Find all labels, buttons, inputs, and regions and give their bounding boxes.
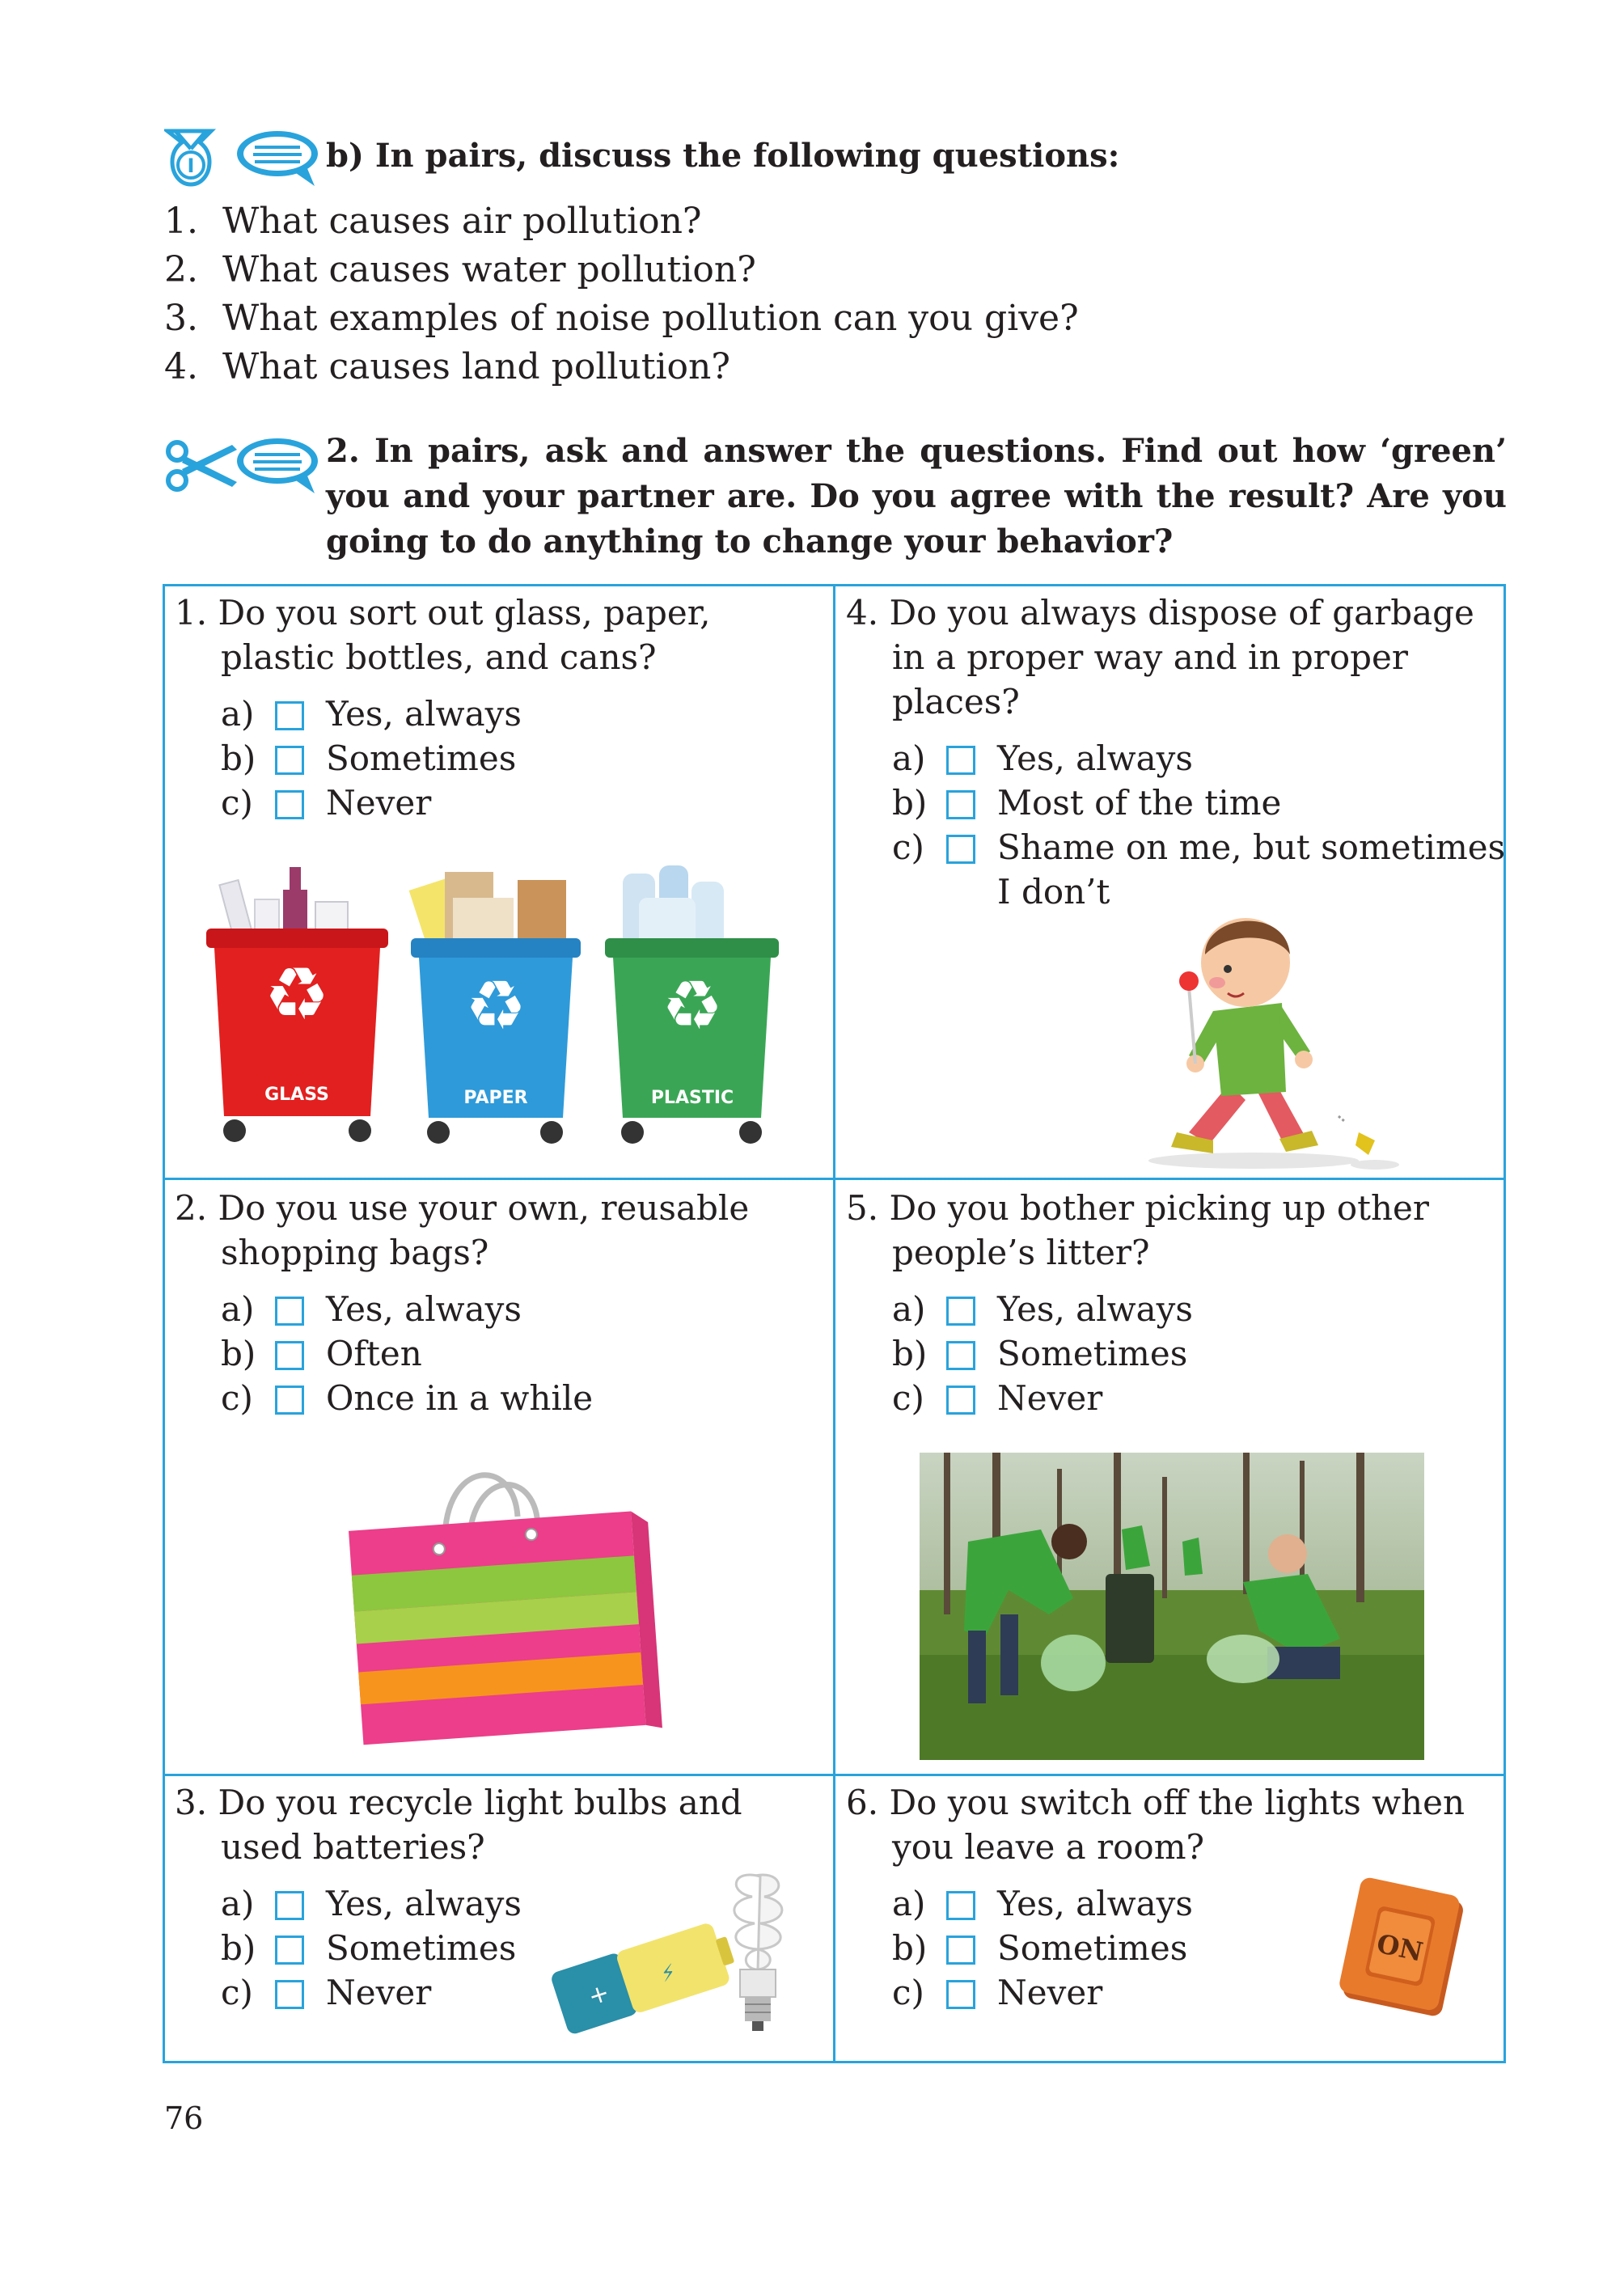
question-text: in a proper way and in proper (892, 637, 1408, 677)
checkbox[interactable] (275, 1341, 304, 1370)
svg-text:♻: ♻ (465, 966, 527, 1045)
glass-bin (206, 929, 388, 1142)
svg-text:+: + (585, 1978, 613, 2012)
option-c[interactable]: c) Never (221, 1973, 432, 2012)
bin-label-paper: PAPER (463, 1088, 528, 1108)
option-b[interactable]: b) Most of the time (892, 783, 1282, 823)
option-c-continued: I don’t (997, 872, 1110, 912)
question-text: Do you bother picking up other (889, 1188, 1429, 1228)
checkbox[interactable] (946, 746, 975, 775)
option-a[interactable]: a) Yes, always (221, 1289, 522, 1329)
question-number: 2. (175, 1188, 208, 1228)
list-item: 4. What causes land pollution? (164, 346, 730, 387)
light-switch-illustration (1339, 1875, 1468, 2020)
checkbox[interactable] (946, 1341, 975, 1370)
quiz-question-2 (175, 1186, 822, 1420)
plastic-bin (605, 938, 779, 1144)
option-c[interactable]: c) Never (221, 783, 432, 823)
question-text: places? (892, 682, 1020, 721)
list-item: 3. What examples of noise pollution can you give? (164, 298, 1079, 339)
checkbox[interactable] (275, 1891, 304, 1920)
question-text: shopping bags? (221, 1233, 489, 1272)
question-text: Do you sort out glass, paper, (218, 593, 711, 632)
question-number: 1. (175, 593, 208, 632)
switch-label: ON (1373, 1927, 1426, 1968)
checkbox[interactable] (275, 1980, 304, 2009)
bin-label-glass: GLASS (264, 1085, 329, 1105)
task-2-line1: 2. In pairs, ask and answer the questions. Find out how ‘green’ (326, 432, 1507, 470)
discussion-questions (164, 197, 1079, 391)
checkbox[interactable] (275, 1386, 304, 1415)
speech-bubble-icon (237, 438, 318, 493)
checkbox[interactable] (275, 1297, 304, 1326)
svg-text:I: I (187, 154, 195, 177)
checkbox[interactable] (275, 701, 304, 730)
svg-text:♻: ♻ (264, 952, 330, 1037)
checkbox[interactable] (946, 835, 975, 864)
question-number: 4. (846, 593, 879, 632)
question-text: Do you switch off the lights when (889, 1783, 1465, 1822)
task-2-instructions (326, 429, 1507, 565)
grid-divider (163, 1178, 1506, 1180)
recycling-bins-illustration (202, 857, 793, 1157)
checkbox[interactable] (275, 790, 304, 819)
quiz-question-4 (846, 590, 1506, 914)
option-b[interactable]: b) Often (221, 1334, 422, 1373)
shopping-bag-illustration (340, 1444, 663, 1751)
task-b-heading: b) In pairs, discuss the following questions: (326, 137, 1120, 175)
list-item: 2. What causes water pollution? (164, 249, 756, 290)
checkbox[interactable] (946, 1980, 975, 2009)
option-a[interactable]: a) Yes, always (892, 1289, 1193, 1329)
question-number: 6. (846, 1783, 879, 1822)
checkbox[interactable] (946, 1297, 975, 1326)
bin-label-plastic: PLASTIC (650, 1088, 734, 1108)
park-cleanup-photo (920, 1453, 1424, 1760)
battery-and-bulb-illustration (546, 1860, 821, 2046)
checkbox[interactable] (946, 1891, 975, 1920)
option-b[interactable]: b) Sometimes (221, 1928, 517, 1968)
svg-text:♻: ♻ (662, 966, 723, 1045)
task2-icons (164, 434, 323, 498)
option-a[interactable]: a) Yes, always (892, 1884, 1193, 1923)
checkbox[interactable] (275, 1936, 304, 1965)
option-a[interactable]: a) Yes, always (221, 1884, 522, 1923)
speech-bubble-icon (237, 131, 318, 186)
scissors-icon (168, 442, 237, 489)
option-b[interactable]: b) Sometimes (221, 738, 517, 778)
question-text: people’s litter? (892, 1233, 1150, 1272)
option-b[interactable]: b) Sometimes (892, 1928, 1188, 1968)
option-c[interactable]: c) Shame on me, but sometimes (892, 827, 1506, 867)
pairwork-icons (164, 126, 323, 191)
question-text: you leave a room? (892, 1827, 1205, 1867)
checkbox[interactable] (275, 746, 304, 775)
option-a[interactable]: a) Yes, always (221, 694, 522, 734)
question-text: Do you use your own, reusable (218, 1188, 750, 1228)
question-text: used batteries? (221, 1827, 485, 1867)
question-text: Do you recycle light bulbs and (218, 1783, 742, 1822)
paper-bin (411, 938, 581, 1144)
option-c[interactable]: c) Never (892, 1973, 1103, 2012)
grid-divider (163, 1774, 1506, 1776)
checkbox[interactable] (946, 790, 975, 819)
option-a[interactable]: a) Yes, always (892, 738, 1193, 778)
light-bulb-icon (734, 1875, 782, 2031)
page-number: 76 (164, 2101, 204, 2136)
quiz-question-5 (846, 1186, 1501, 1420)
option-c[interactable]: c) Once in a while (221, 1378, 594, 1418)
question-text: Do you always dispose of garbage (889, 593, 1474, 632)
question-number: 3. (175, 1783, 208, 1822)
grid-divider (833, 584, 835, 2063)
task-2-line2: you and your partner are. Do you agree with the result? Are you (326, 477, 1507, 515)
pairwork-icon (164, 126, 323, 191)
option-c[interactable]: c) Never (892, 1378, 1103, 1418)
question-text: plastic bottles, and cans? (221, 637, 657, 677)
question-number: 5. (846, 1188, 879, 1228)
checkbox[interactable] (946, 1936, 975, 1965)
option-b[interactable]: b) Sometimes (892, 1334, 1188, 1373)
quiz-question-1 (175, 590, 822, 825)
list-item: 1. What causes air pollution? (164, 201, 702, 242)
checkbox[interactable] (946, 1386, 975, 1415)
task-2-line3: going to do anything to change your behavior? (326, 522, 1174, 561)
boy-littering-illustration (1132, 898, 1399, 1173)
battery-icon (550, 1919, 741, 2036)
svg-text:⚡: ⚡ (658, 1960, 679, 1988)
